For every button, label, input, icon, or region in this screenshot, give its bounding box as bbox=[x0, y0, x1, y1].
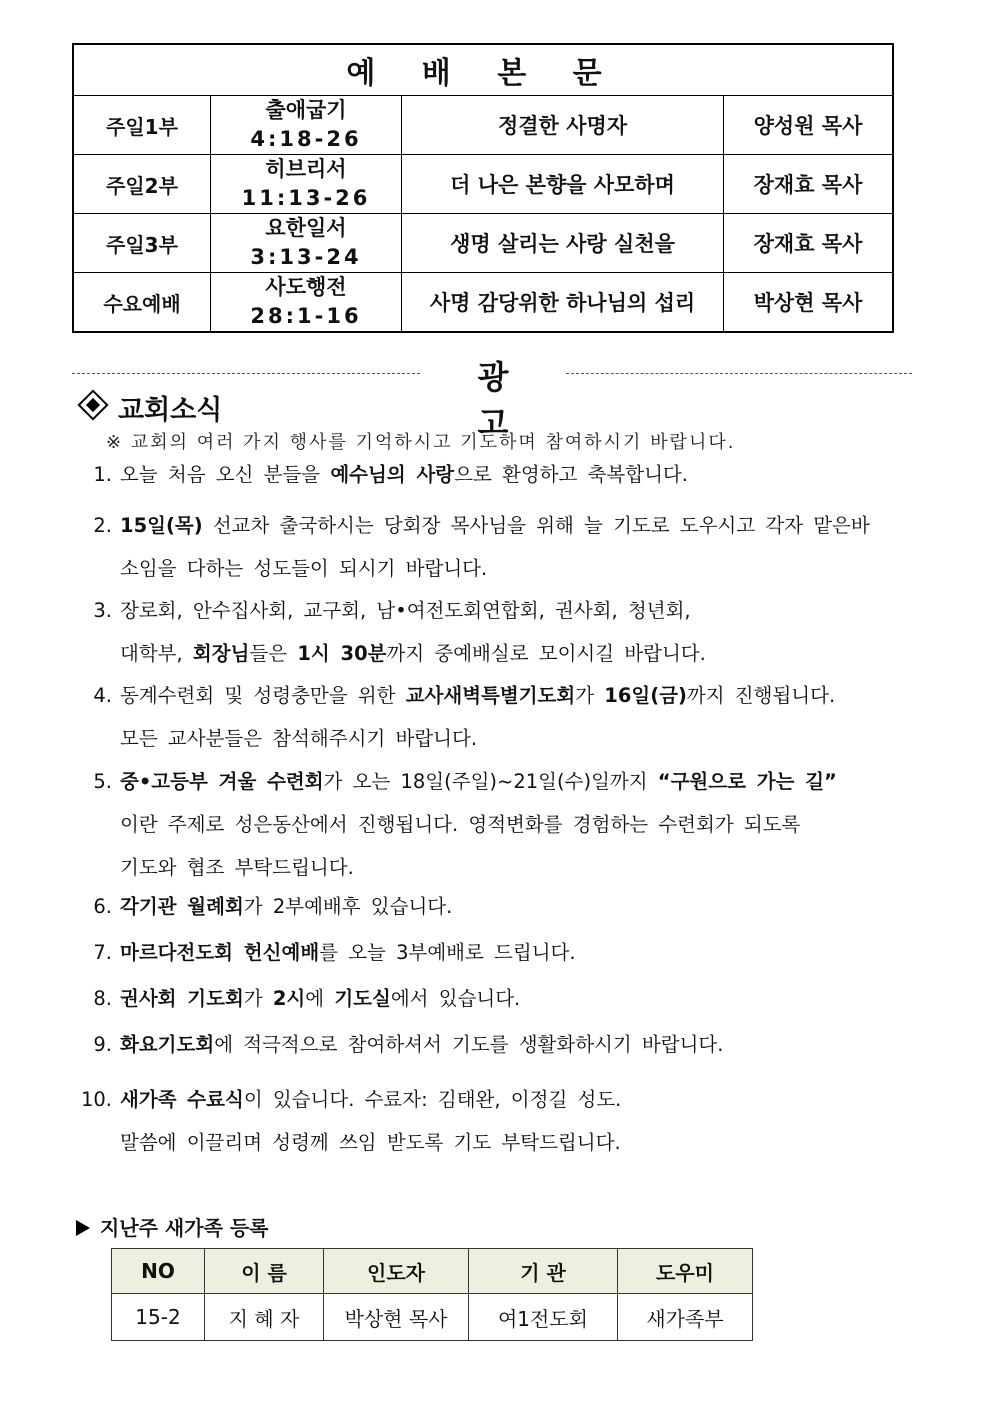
divider-right bbox=[566, 373, 912, 374]
section-note: ※ 교회의 여러 가지 행사를 기억하시고 기도하며 참여하시기 바랍니다. bbox=[106, 432, 736, 453]
notice-body bbox=[120, 986, 914, 1012]
notice-item bbox=[64, 674, 914, 760]
newcomer-table bbox=[111, 1248, 753, 1341]
notice-text: 에 bbox=[305, 987, 335, 1010]
sermon-title: 더 나은 본향을 사모하며 bbox=[402, 155, 724, 214]
notice-number: 8. bbox=[93, 987, 112, 1010]
notice-text: 이 있습니다. 수료자: 김태완, 이정길 성도. bbox=[243, 1088, 622, 1111]
notice-number: 1. bbox=[93, 463, 112, 486]
notice-emphasis: 중•고등부 겨울 수련회 bbox=[120, 770, 324, 793]
notice-emphasis: 16일(금) bbox=[604, 684, 687, 707]
notice-text: 가 bbox=[243, 987, 273, 1010]
notice-text: 동계수련회 및 성령충만을 위한 bbox=[120, 684, 406, 707]
notice-body bbox=[120, 894, 914, 920]
worship-row bbox=[73, 155, 893, 214]
notice-line bbox=[120, 986, 914, 1012]
worship-row bbox=[73, 273, 893, 333]
notice-text: 에 적극적으로 참여하셔서 기도를 생활화하시기 바랍니다. bbox=[214, 1033, 724, 1056]
notice-emphasis: 마르다전도회 헌신예배 bbox=[120, 941, 320, 964]
notice-line bbox=[120, 1032, 914, 1058]
notice-number: 4. bbox=[93, 684, 112, 707]
notice-body bbox=[120, 462, 914, 488]
notice-text: 가 2부예배후 있습니다. bbox=[243, 895, 453, 918]
scripture bbox=[211, 214, 402, 273]
notice-item bbox=[64, 940, 914, 966]
notice-number: 5. bbox=[93, 770, 112, 793]
notice-number: 3. bbox=[93, 599, 112, 622]
scripture-verse: 28:1-16 bbox=[250, 304, 362, 328]
triangle-bullet-icon bbox=[76, 1220, 90, 1236]
scripture-book: 사도행전 bbox=[265, 275, 347, 299]
notice-text: 가 bbox=[575, 684, 605, 707]
column-header: 인도자 bbox=[324, 1249, 469, 1294]
notice-line: 소임을 다하는 성도들이 되시기 바랍니다. bbox=[120, 557, 488, 580]
table-row bbox=[112, 1294, 753, 1341]
notice-item bbox=[64, 986, 914, 1012]
column-header: 기 관 bbox=[469, 1249, 618, 1294]
notice-body bbox=[120, 940, 914, 966]
notice-item bbox=[64, 462, 914, 488]
sermon-title: 정결한 사명자 bbox=[402, 96, 724, 155]
notice-line bbox=[120, 589, 914, 632]
notice-line: 모든 교사분들은 참석해주시기 바랍니다. bbox=[120, 727, 478, 750]
worship-title: 예 배 본 문 bbox=[73, 44, 893, 96]
notice-number: 9. bbox=[93, 1033, 112, 1056]
notice-text: 대학부, bbox=[120, 642, 193, 665]
table-cell: 여1전도회 bbox=[469, 1294, 618, 1341]
notice-emphasis: 권사회 기도회 bbox=[120, 987, 244, 1010]
notice-text: 들은 bbox=[249, 642, 298, 665]
notice-line bbox=[120, 894, 914, 920]
notice-body bbox=[120, 674, 914, 760]
notice-emphasis: 각기관 월례회 bbox=[120, 895, 244, 918]
notice-line: 이란 주제로 성은동산에서 진행됩니다. 영적변화를 경험하는 수련회가 되도록 bbox=[120, 813, 801, 836]
notice-line bbox=[120, 760, 914, 803]
notice-emphasis: 1시 30분 bbox=[297, 642, 387, 665]
table-cell: 박상현 목사 bbox=[324, 1294, 469, 1341]
notice-text: 를 오늘 3부예배로 드립니다. bbox=[319, 941, 576, 964]
table-cell: 새가족부 bbox=[618, 1294, 753, 1341]
notice-body bbox=[120, 1078, 914, 1164]
notice-line: 말씀에 이끌리며 성령께 쓰임 받도록 기도 부탁드립니다. bbox=[120, 1131, 621, 1154]
preacher: 장재효 목사 bbox=[724, 155, 894, 214]
notice-line bbox=[120, 504, 914, 547]
notice-text: 까지 중예배실로 모이시길 바랍니다. bbox=[386, 642, 706, 665]
notice-text: 장로회, 안수집사회, 교구회, 남•여전도회연합회, 권사회, 청년회, bbox=[120, 599, 691, 622]
notice-line bbox=[120, 462, 914, 488]
notice-number: 10. bbox=[80, 1088, 112, 1111]
newcomer-title: 지난주 새가족 등록 bbox=[100, 1216, 269, 1240]
section-title: 교회소식 bbox=[118, 395, 223, 426]
divider-left bbox=[72, 373, 420, 374]
notice-line: 기도와 협조 부탁드립니다. bbox=[120, 856, 354, 879]
sermon-title: 사명 감당위한 하나님의 섭리 bbox=[402, 273, 724, 333]
column-header: NO bbox=[112, 1249, 205, 1294]
scripture-verse: 3:13-24 bbox=[250, 245, 362, 269]
notice-item bbox=[64, 589, 914, 675]
table-cell: 지 혜 자 bbox=[205, 1294, 324, 1341]
notice-text: 가 오는 18일(주일)~21일(수)일까지 bbox=[323, 770, 658, 793]
worship-table bbox=[72, 43, 894, 333]
notice-emphasis: 교사새벽특별기도회 bbox=[405, 684, 576, 707]
scripture-book: 요한일서 bbox=[265, 216, 347, 240]
notice-emphasis: 15일(목) bbox=[120, 514, 203, 537]
newcomer-heading bbox=[76, 1212, 269, 1241]
notice-item bbox=[64, 1078, 914, 1164]
notice-emphasis: 기도실 bbox=[334, 987, 391, 1010]
preacher: 박상현 목사 bbox=[724, 273, 894, 333]
preacher: 장재효 목사 bbox=[724, 214, 894, 273]
notice-body bbox=[120, 589, 914, 675]
scripture-verse: 4:18-26 bbox=[250, 127, 362, 151]
notice-item bbox=[64, 760, 914, 889]
notice-body bbox=[120, 1032, 914, 1058]
scripture bbox=[211, 273, 402, 333]
notice-number: 6. bbox=[93, 895, 112, 918]
notice-body bbox=[120, 504, 914, 590]
scripture bbox=[211, 96, 402, 155]
service-name: 주일2부 bbox=[73, 155, 211, 214]
notice-number: 2. bbox=[93, 514, 112, 537]
sermon-title: 생명 살리는 사랑 실천을 bbox=[402, 214, 724, 273]
scripture-verse: 11:13-26 bbox=[241, 186, 371, 210]
notice-text: 오늘 처음 오신 분들을 bbox=[120, 463, 331, 486]
notice-text: 선교차 출국하시는 당회장 목사님을 위해 늘 기도로 도우시고 각자 맡은바 bbox=[202, 514, 870, 537]
notice-emphasis: 화요기도회 bbox=[120, 1033, 215, 1056]
notice-text: 까지 진행됩니다. bbox=[686, 684, 836, 707]
notice-body bbox=[120, 760, 914, 889]
notice-line bbox=[120, 632, 914, 675]
notice-emphasis: 새가족 수료식 bbox=[120, 1088, 244, 1111]
service-name: 수요예배 bbox=[73, 273, 211, 333]
scripture-book: 히브리서 bbox=[265, 157, 347, 181]
table-cell: 15-2 bbox=[112, 1294, 205, 1341]
notice-emphasis: 2시 bbox=[272, 987, 306, 1010]
column-header: 이 름 bbox=[205, 1249, 324, 1294]
worship-row bbox=[73, 214, 893, 273]
notice-number: 7. bbox=[93, 941, 112, 964]
ad-title: 광 고 bbox=[477, 358, 539, 442]
notice-text: 으로 환영하고 축복합니다. bbox=[454, 463, 688, 486]
notice-item bbox=[64, 1032, 914, 1058]
notice-item bbox=[64, 504, 914, 590]
notice-emphasis: 회장님 bbox=[192, 642, 250, 665]
service-name: 주일3부 bbox=[73, 214, 211, 273]
notice-emphasis: 예수님의 사랑 bbox=[330, 463, 455, 486]
notice-text: 에서 있습니다. bbox=[390, 987, 521, 1010]
scripture-book: 출애굽기 bbox=[265, 98, 347, 122]
notice-item bbox=[64, 894, 914, 920]
preacher: 양성원 목사 bbox=[724, 96, 894, 155]
worship-row bbox=[73, 96, 893, 155]
section-heading bbox=[76, 388, 222, 427]
diamond-bullet-icon bbox=[77, 389, 108, 420]
notice-line bbox=[120, 940, 914, 966]
service-name: 주일1부 bbox=[73, 96, 211, 155]
column-header: 도우미 bbox=[618, 1249, 753, 1294]
notice-emphasis: “구원으로 가는 길” bbox=[657, 770, 837, 793]
scripture bbox=[211, 155, 402, 214]
notice-line bbox=[120, 674, 914, 717]
notice-line bbox=[120, 1078, 914, 1121]
